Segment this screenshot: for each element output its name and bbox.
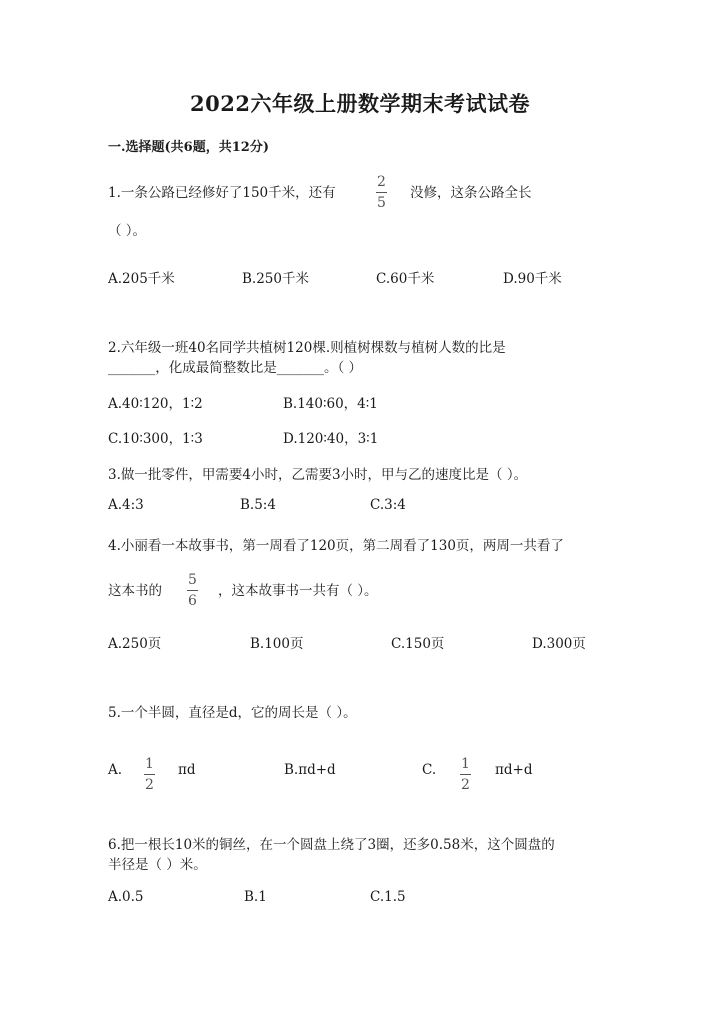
fraction-bar <box>376 192 387 193</box>
q5-option-c-label: C. <box>422 762 437 778</box>
q4-fraction-numerator: 5 <box>188 572 197 588</box>
q3-text: 3.做一批零件，甲需要4小时，乙需要3小时，甲与乙的速度比是（ ）。 <box>108 467 528 483</box>
q2-option-b[interactable]: B.140∶60，4∶1 <box>283 396 378 412</box>
q5-option-b[interactable]: B.πd+d <box>284 762 336 778</box>
fraction-bar <box>144 774 155 775</box>
q1-fraction <box>376 174 387 211</box>
q2-line-1: 2.六年级一班40名同学共植树120棵.则植树棵数与植树人数的比是 <box>108 340 506 356</box>
q6-line-1: 6.把一根长10米的铜丝，在一个圆盘上绕了3圈，还多0.58米，这个圆盘的 <box>108 837 555 853</box>
q2-option-c[interactable]: C.10∶300，1∶3 <box>108 431 203 447</box>
q6-line-2: 半径是（ ）米。 <box>108 857 207 873</box>
q1-option-b[interactable]: B.250千米 <box>242 271 309 287</box>
q6-option-c[interactable]: C.1.5 <box>370 889 406 905</box>
page-title: 2022六年级上册数学期末考试试卷 <box>190 91 530 116</box>
q5-option-c-fraction <box>460 756 471 793</box>
q4-fraction <box>187 572 198 609</box>
fraction-bar <box>460 774 471 775</box>
q1-option-a[interactable]: A.205千米 <box>108 271 175 287</box>
q5-option-c[interactable] <box>422 756 542 793</box>
q4-line-1: 4.小丽看一本故事书，第一周看了120页，第二周看了130页，两周一共看了 <box>108 538 564 554</box>
q4-fraction-denominator: 6 <box>188 593 197 609</box>
q3-option-c[interactable]: C.3:4 <box>370 497 406 513</box>
q6-option-b[interactable]: B.1 <box>244 889 267 905</box>
q4-text-a: 这本书的 <box>108 583 162 599</box>
q4-text-b: ，这本故事书一共有（ ）。 <box>218 583 378 599</box>
q5-option-a-denominator: 2 <box>145 777 154 793</box>
q1-fraction-denominator: 5 <box>377 195 386 211</box>
q4-option-b[interactable]: B.100页 <box>250 636 304 652</box>
q5-option-c-denominator: 2 <box>461 777 470 793</box>
q5-option-c-numerator: 1 <box>461 756 470 772</box>
q5-option-a-numerator: 1 <box>145 756 154 772</box>
fraction-bar <box>187 590 198 591</box>
q1-option-d[interactable]: D.90千米 <box>503 271 562 287</box>
q5-option-a-fraction <box>144 756 155 793</box>
q1-text-a: 1.一条公路已经修好了150千米，还有 <box>108 185 336 201</box>
q2-option-d[interactable]: D.120∶40，3∶1 <box>283 431 379 447</box>
section-heading: 一.选择题(共6题，共12分) <box>108 140 269 155</box>
q3-option-b[interactable]: B.5:4 <box>240 497 276 513</box>
q4-option-a[interactable]: A.250页 <box>108 636 162 652</box>
q5-option-a[interactable] <box>108 756 218 793</box>
q5-text: 5.一个半圆，直径是d，它的周长是（ ）。 <box>108 705 357 721</box>
q2-option-a[interactable]: A.40∶120，1∶2 <box>108 396 203 412</box>
q1-option-c[interactable]: C.60千米 <box>376 271 435 287</box>
q4-option-c[interactable]: C.150页 <box>391 636 445 652</box>
q5-option-a-label: A. <box>108 762 123 778</box>
q1-fraction-numerator: 2 <box>377 174 386 190</box>
q3-option-a[interactable]: A.4:3 <box>108 497 144 513</box>
q5-option-c-tail: πd+d <box>495 762 533 778</box>
q4-option-d[interactable]: D.300页 <box>532 636 586 652</box>
q5-option-a-tail: πd <box>178 762 196 778</box>
q2-line-2: _______，化成最简整数比是_______。（ ） <box>108 360 363 376</box>
q1-blank: （ ）。 <box>108 223 147 239</box>
q6-option-a[interactable]: A.0.5 <box>108 889 144 905</box>
q1-text-b: 没修，这条公路全长 <box>410 185 532 201</box>
